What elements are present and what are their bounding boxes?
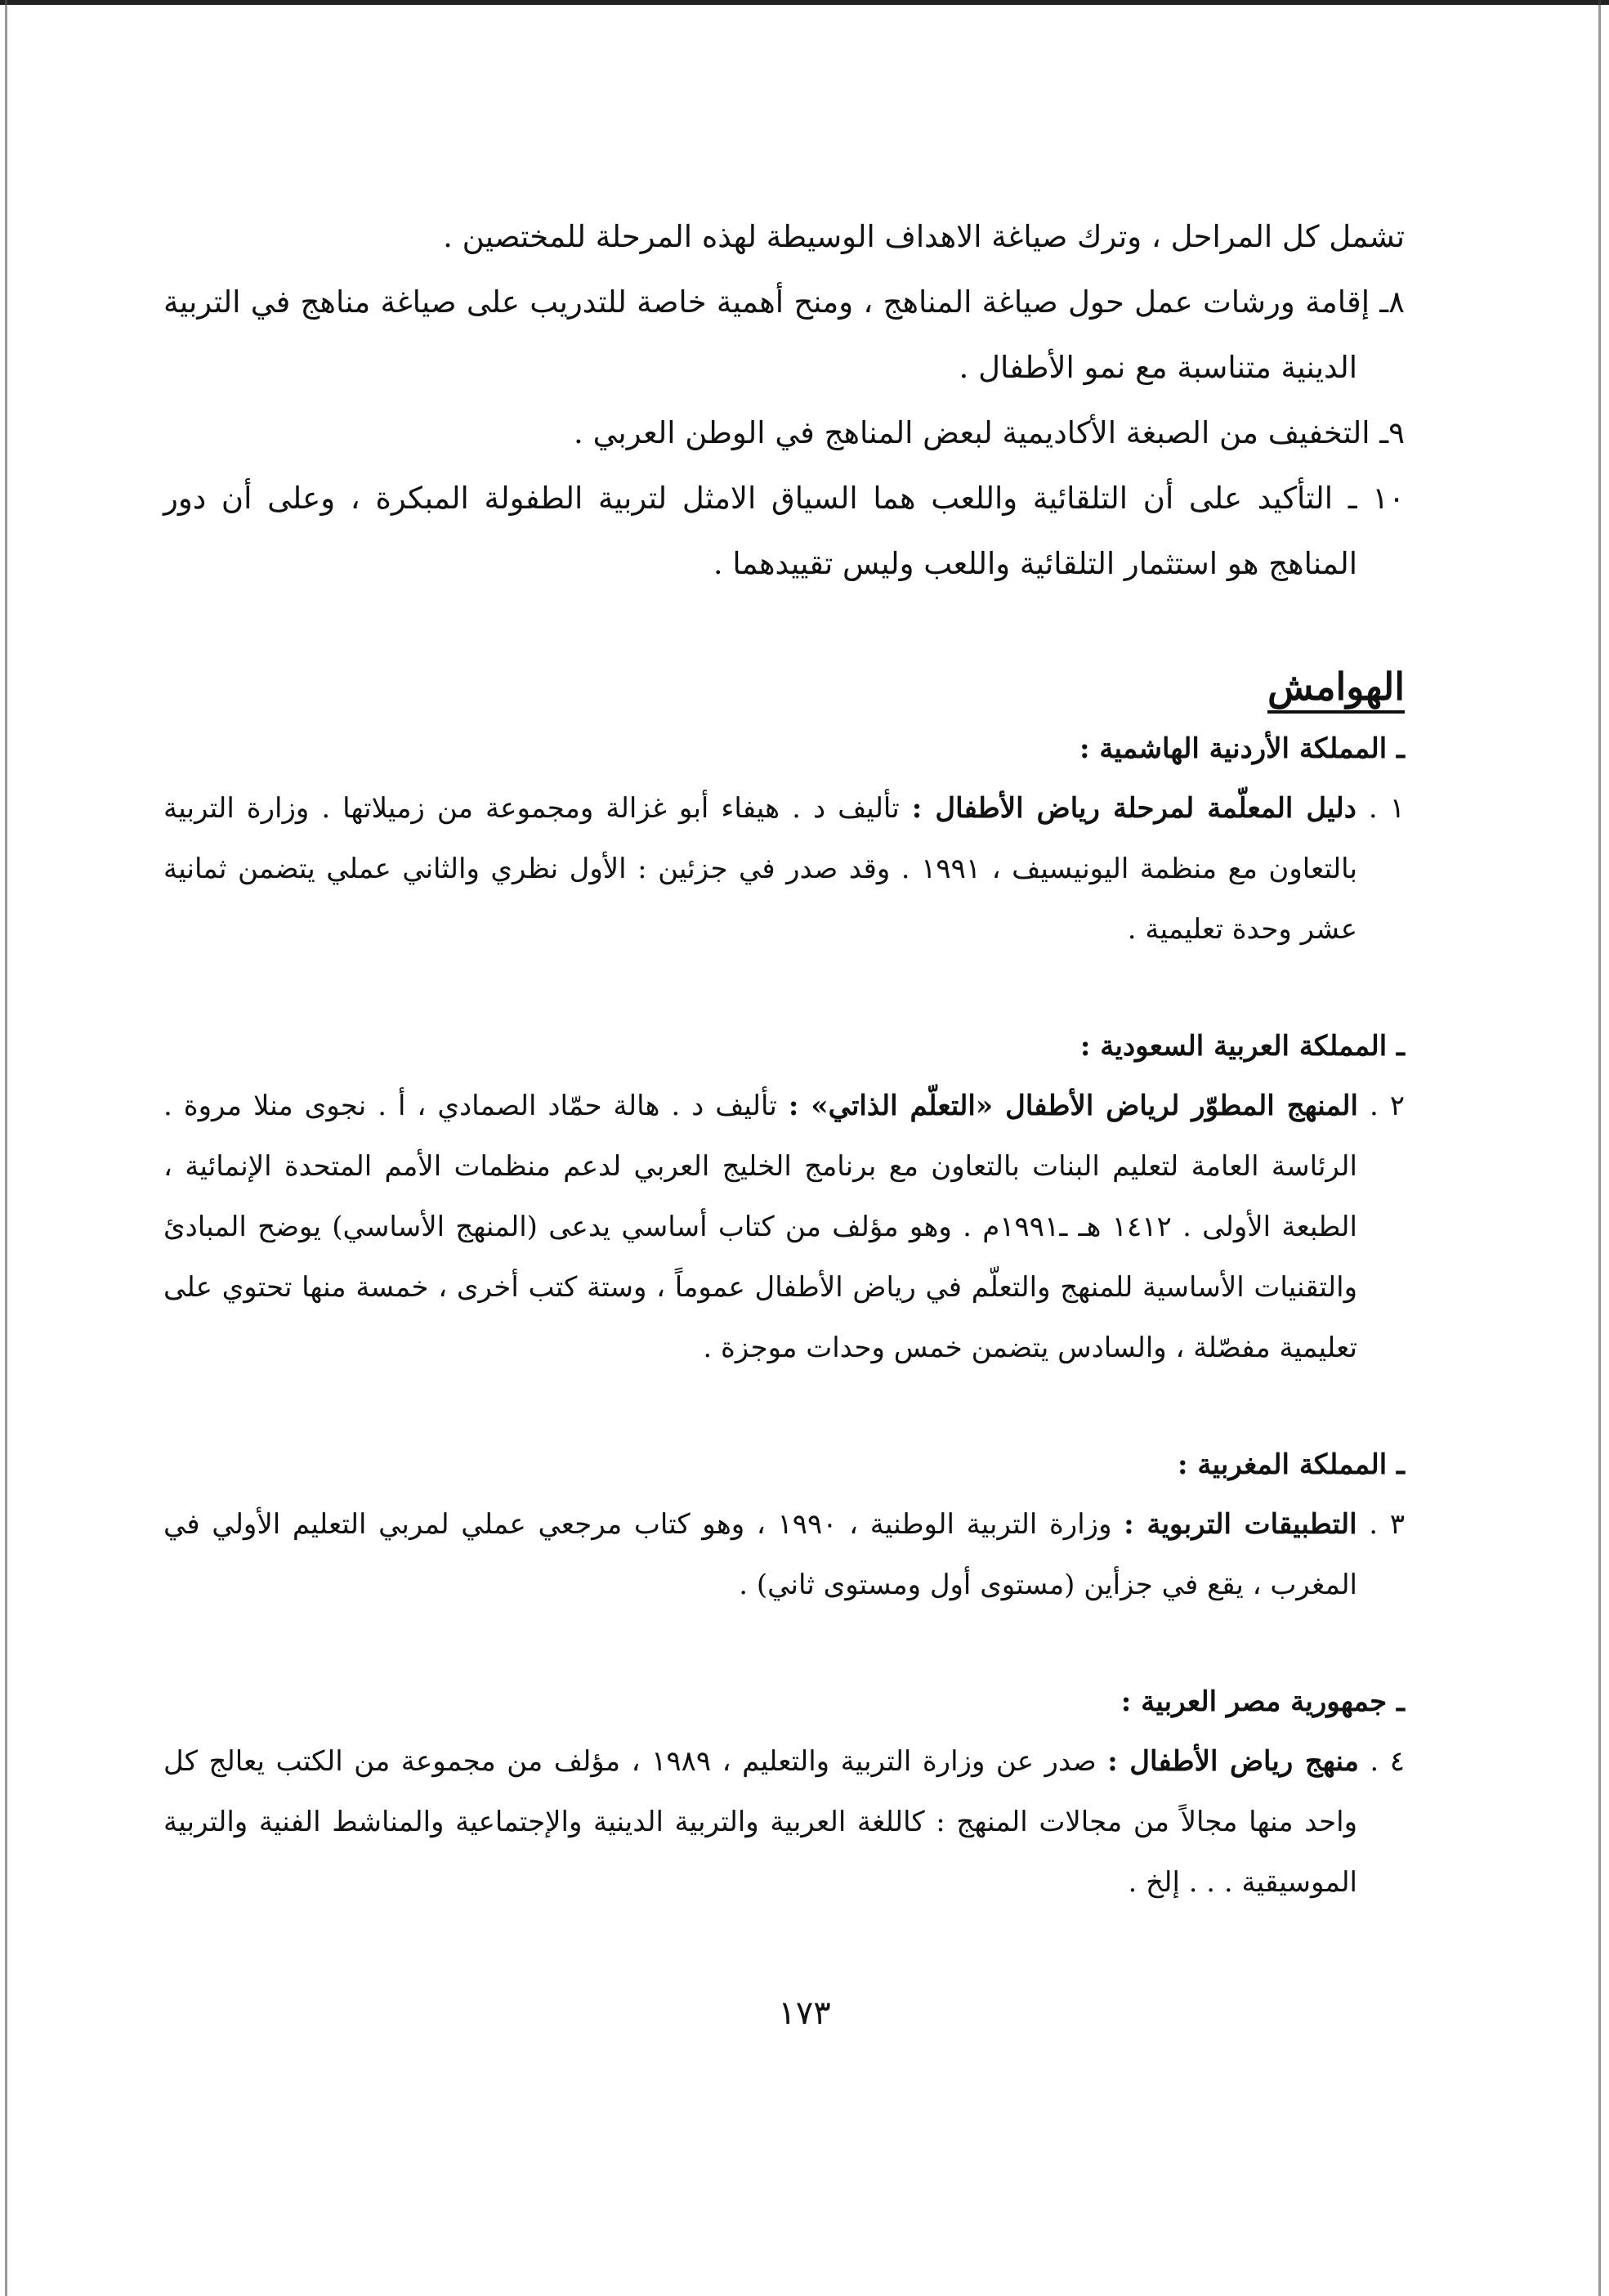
page-content <box>163 204 1405 1913</box>
item-text: التأكيد على أن التلقائية واللعب هما السياق الامثل لتربية الطفولة المبكرة ، وعلى أن دور المناهج هو استثمار التلقائية واللعب وليس تقييدهما . <box>163 481 1357 581</box>
note-entry-2 <box>163 1076 1405 1378</box>
note-text: وزارة التربية الوطنية ، ١٩٩٠ ، وهو كتاب مرجعي عملي لمربي التعليم الأولي في المغرب ، يقع في جزأين (مستوى أول ومستوى ثاني) . <box>163 1508 1357 1601</box>
note-text: تأليف د . هالة حمّاد الصمادي ، أ . نجوى منلا مروة . الرئاسة العامة لتعليم البنات بالتعاون مع برنامج الخليج العربي لدعم منظمات الأمم المتحدة الإنمائية ، الطبعة الأولى . ١٤١٢ هـ ـ١٩٩١م . وهو مؤلف من كتاب أساسي يدعى (المنهج الأساسي) يوضح المبادئ والتقنيات الأساسية للمنهج والتعلّم في رياض الأطفال عموماً ، وستة كتب أخرى ، خمسة منها تحتوي على تعليمية مفصّلة ، والسادس يتضمن خمس وحدات موجزة . <box>163 1090 1357 1364</box>
page-number: ١٧٣ <box>778 1994 831 2032</box>
section-label: ـ جمهورية مصر العربية : <box>1120 1685 1405 1718</box>
scan-left-edge <box>5 0 7 2296</box>
note-title: دليل المعلّمة لمرحلة رياض الأطفال : <box>911 792 1356 825</box>
note-entry-1 <box>163 778 1405 960</box>
recommendation-item-10 <box>163 466 1405 597</box>
item-number: ٨ـ <box>1379 284 1405 320</box>
note-title: المنهج المطوّر لرياض الأطفال «التعلّم الذاتي» : <box>788 1090 1358 1122</box>
recommendation-item-8 <box>163 270 1405 401</box>
note-title: التطبيقات التربوية : <box>1124 1508 1357 1541</box>
scan-top-border <box>0 0 1609 5</box>
item-number: ٩ـ <box>1379 415 1405 450</box>
note-text: صدر عن وزارة التربية والتعليم ، ١٩٨٩ ، مؤلف من مجموعة من الكتب يعالج كل واحد منها مجالاً من مجالات المنهج : كاللغة العربية والتربية الدينية والإجتماعية والمناشط الفنية والتربية الموسيقية . . . إلخ . <box>163 1745 1357 1899</box>
note-title: منهج رياض الأطفال : <box>1107 1745 1359 1778</box>
item-number: ١٠ ـ <box>1348 481 1405 516</box>
notes-section-egypt <box>163 1672 1405 1913</box>
note-entry-4 <box>163 1731 1405 1913</box>
note-number: ٣ . <box>1369 1508 1405 1541</box>
note-number: ٤ . <box>1370 1745 1405 1778</box>
note-number: ٢ . <box>1369 1090 1405 1122</box>
section-label: ـ المملكة العربية السعودية : <box>1079 1030 1405 1063</box>
recommendation-item-9 <box>163 401 1405 466</box>
continuation-text: تشمل كل المراحل ، وترك صياغة الاهداف الوسيطة لهذه المرحلة للمختصين . <box>443 219 1405 254</box>
section-label: ـ المملكة الأردنية الهاشمية : <box>1079 732 1405 765</box>
item-text: التخفيف من الصبغة الأكاديمية لبعض المناهج في الوطن العربي . <box>574 415 1370 450</box>
note-entry-3 <box>163 1494 1405 1615</box>
notes-section-jordan <box>163 719 1405 960</box>
scan-right-edge <box>1598 0 1601 2296</box>
note-number: ١ . <box>1368 792 1405 825</box>
notes-heading <box>163 654 1405 719</box>
section-label: ـ المملكة المغربية : <box>1178 1448 1405 1481</box>
notes-section-saudi <box>163 1017 1405 1378</box>
note-text: تأليف د . هيفاء أبو غزالة ومجموعة من زميلاتها . وزارة التربية بالتعاون مع منظمة اليونيسيف ، ١٩٩١ . وقد صدر في جزئين : الأول نظري والثاني عملي يتضمن ثمانية عشر وحدة تعليمية . <box>163 792 1358 946</box>
notes-section-morocco <box>163 1435 1405 1615</box>
item-text: إقامة ورشات عمل حول صياغة المناهج ، ومنح أهمية خاصة للتدريب على صياغة مناهج في التربية الدينية متناسبة مع نمو الأطفال . <box>163 284 1370 385</box>
notes-heading-text: الهوامش <box>1267 665 1405 714</box>
